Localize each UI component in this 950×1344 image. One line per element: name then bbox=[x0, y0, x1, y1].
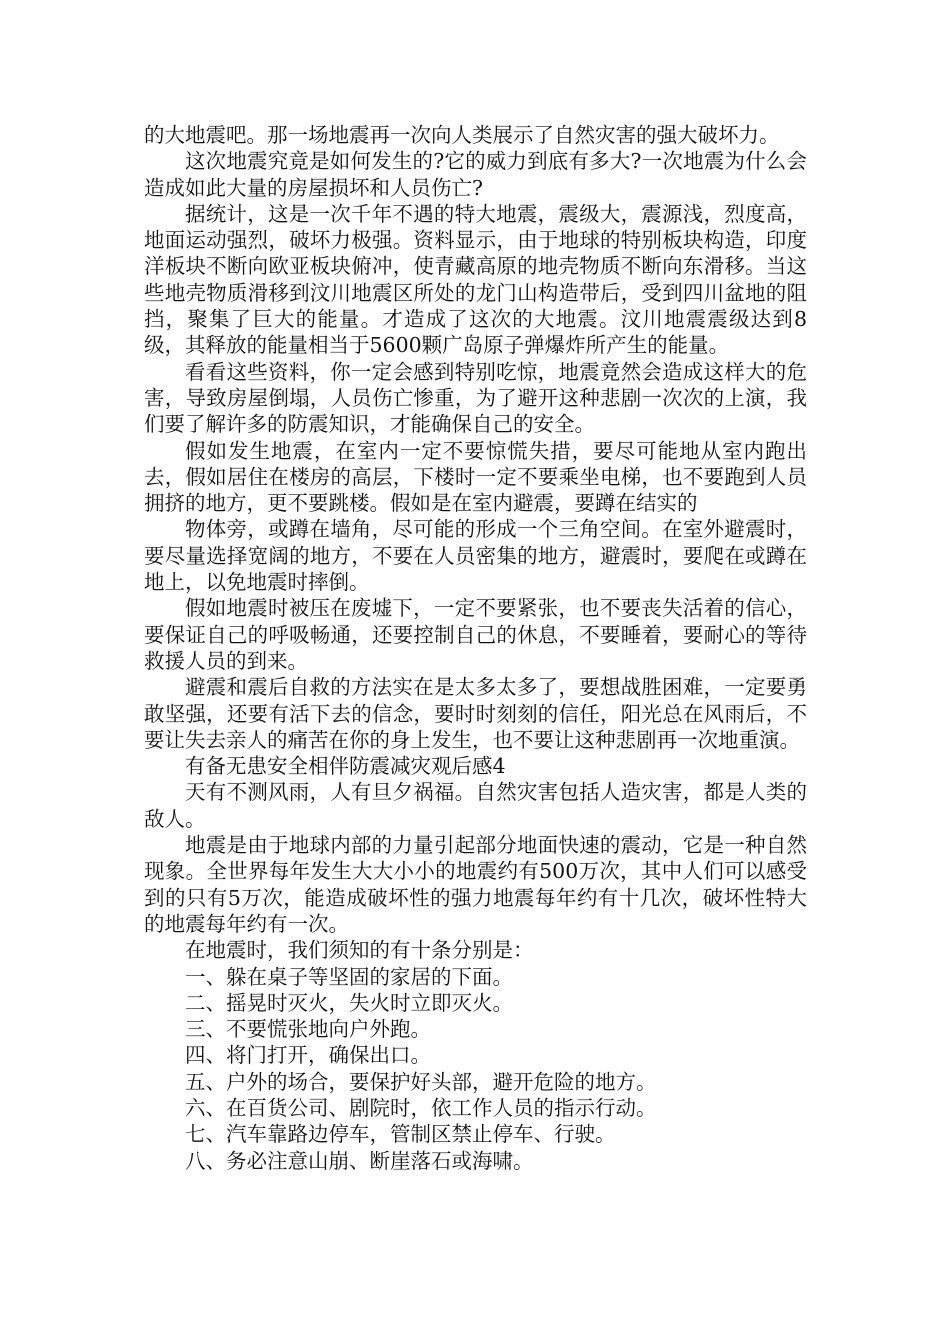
paragraph: 地震是由于地球内部的力量引起部分地面快速的震动，它是一种自然现象。全世界每年发生大大小小的地震约有500万次，其中人们可以感受到的只有5万次，能造成破坏性的强力地震每年约有十几次，破坏性特大的地震每年约有一次。 bbox=[144, 833, 807, 936]
list-item: 八、务必注意山崩、断崖落石或海啸。 bbox=[185, 1148, 534, 1173]
list-item: 七、汽车靠路边停车，管制区禁止停车、行驶。 bbox=[185, 1122, 616, 1147]
paragraph: 这次地震究竟是如何发生的?它的威力到底有多大?一次地震为什么会造成如此大量的房屋损坏和人员伤亡? bbox=[144, 149, 807, 200]
paragraph: 假如发生地震，在室内一定不要惊慌失措，要尽可能地从室内跑出去，假如居住在楼房的高层，下楼时一定不要乘坐电梯，也不要跑到人员拥挤的地方，更不要跳楼。假如是在室内避震，要蹲在结实的 bbox=[144, 438, 807, 516]
paragraph: 在地震时，我们须知的有十条分别是： bbox=[185, 938, 534, 963]
paragraph: 据统计，这是一次千年不遇的特大地震，震级大，震源浅，烈度高，地面运动强烈，破坏力极强。资料显示，由于地球的特别板块构造，印度洋板块不断向欧亚板块俯冲，使青藏高原的地壳物质不断向东滑移。当这些地壳物质滑移到汶川地震区所处的龙门山构造带后，受到四川盆地的阻挡，聚集了巨大的能量。才造成了这次的大地震。汶川地震震级达到8级，其释放的能量相当于5600颗广岛原子弹爆炸所产生的能量。 bbox=[144, 201, 807, 358]
list-item: 一、躲在桌子等坚固的家居的下面。 bbox=[185, 964, 513, 989]
paragraph: 看看这些资料，你一定会感到特别吃惊，地震竟然会造成这样大的危害，导致房屋倒塌，人员伤亡惨重，为了避开这种悲剧一次次的上演，我们要了解许多的防震知识，才能确保自己的安全。 bbox=[144, 359, 807, 437]
paragraph: 的大地震吧。那一场地震再一次向人类展示了自然灾害的强大破坏力。 bbox=[144, 123, 780, 147]
paragraph: 避震和震后自救的方法实在是太多太多了，要想战胜困难，一定要勇敢坚强，还要有活下去的信念，要时时刻刻的信任，阳光总在风雨后，不要让失去亲人的痛苦在你的身上发生，也不要让这种悲剧再一次地重演。 bbox=[144, 675, 807, 752]
list-item: 二、摇晃时灭火，失火时立即灭火。 bbox=[185, 990, 513, 1015]
list-item: 四、将门打开，确保出口。 bbox=[185, 1043, 431, 1068]
paragraph: 天有不测风雨，人有旦夕祸福。自然灾害包括人造灾害，都是人类的敌人。 bbox=[144, 780, 807, 831]
section-heading: 有备无患安全相伴防震减灾观后感4 bbox=[185, 754, 506, 779]
paragraph: 假如地震时被压在废墟下，一定不要紧张，也不要丧失活着的信心，要保证自己的呼吸畅通，还要控制自己的休息，不要睡着，要耐心的等待救援人员的到来。 bbox=[144, 596, 807, 673]
list-item: 六、在百货公司、剧院时，依工作人员的指示行动。 bbox=[185, 1095, 657, 1120]
document-body bbox=[144, 122, 807, 1174]
paragraph: 物体旁，或蹲在墙角，尽可能的形成一个三角空间。在室外避震时，要尽量选择宽阔的地方，不要在人员密集的地方，避震时，要爬在或蹲在地上，以免地震时摔倒。 bbox=[144, 517, 807, 595]
list-item: 五、户外的场合，要保护好头部，避开危险的地方。 bbox=[185, 1069, 657, 1094]
list-item: 三、不要慌张地向户外跑。 bbox=[185, 1017, 431, 1042]
